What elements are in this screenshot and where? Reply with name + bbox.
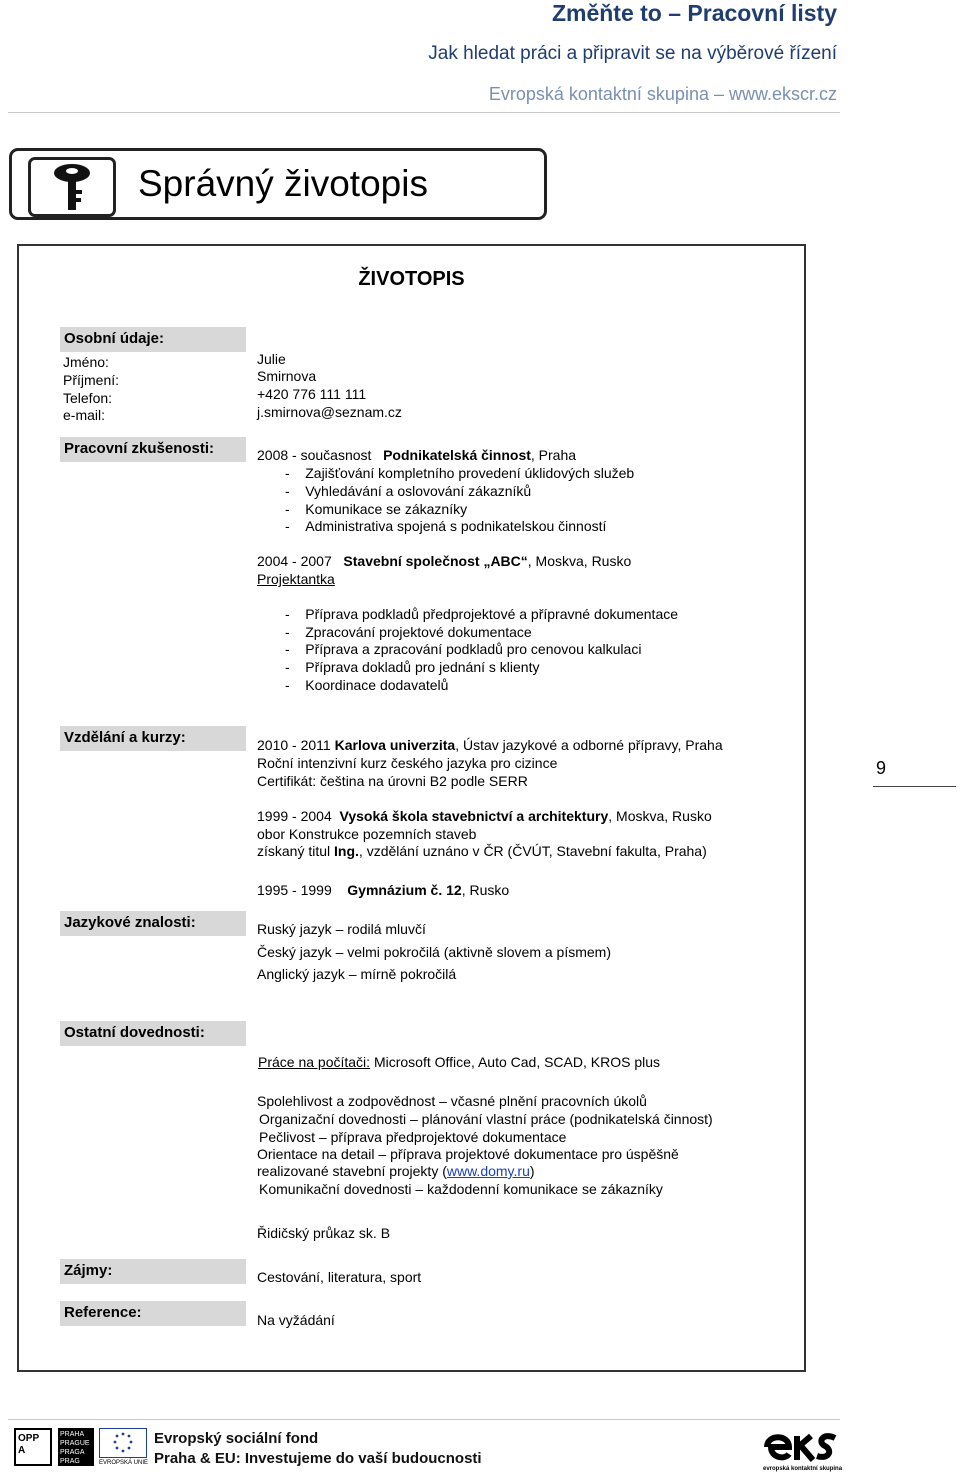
edu1-line3: Certifikát: čeština na úrovni B2 podle SERR	[257, 773, 528, 789]
job1-item: - Administrativa spojená s podnikatelskou činností	[285, 518, 607, 534]
edu2-line3: získaný titul Ing., vzdělání uznáno v ČR (ČVÚT, Stavební fakulta, Praha)	[257, 843, 707, 859]
interests-value: Cestování, literatura, sport	[257, 1269, 422, 1285]
label-languages: Jazykové znalosti:	[60, 911, 246, 936]
field-value-phone: +420 776 111 111	[257, 386, 367, 402]
footer-line1: Evropský sociální fond	[154, 1430, 319, 1447]
cv-title: ŽIVOTOPIS	[358, 268, 465, 290]
job1-years: 2008 - současnost	[257, 447, 372, 463]
skill-license: Řidičský průkaz sk. B	[257, 1225, 391, 1241]
skill-line: Pečlivost – příprava předprojektové dokumentace	[259, 1129, 567, 1145]
field-value-email: j.smirnova@seznam.cz	[257, 404, 402, 420]
job1-item: - Komunikace se zákazníky	[285, 501, 468, 517]
reference-value: Na vyžádání	[257, 1312, 335, 1328]
job2-item: - Příprava dokladů pro jednání s klienty	[285, 659, 540, 675]
skill-line: Orientace na detail – příprava projektové dokumentace pro úspěšně	[257, 1146, 679, 1162]
skill-line: realizované stavební projekty (www.domy.ru)	[257, 1163, 535, 1179]
language-item: Český jazyk – velmi pokročilá (aktivně slovem a písmem)	[257, 944, 611, 960]
field-value-name: Julie	[257, 351, 286, 367]
edu1-line2: Roční intenzivní kurz českého jazyka pro cizince	[257, 755, 558, 771]
field-key-name: Jméno:	[63, 354, 109, 370]
edu1-header: 2010 - 2011 Karlova univerzita, Ústav jazykové a odborné přípravy, Praha	[257, 737, 723, 753]
label-skills: Ostatní dovednosti:	[60, 1021, 246, 1046]
logo-eu-text: EVROPSKÁ UNIE	[99, 1460, 149, 1466]
skill-line: Organizační dovednosti – plánování vlastní práce (podnikatelská činnost)	[259, 1111, 713, 1127]
job2-item: - Příprava a zpracování podkladů pro cenovou kalkulaci	[285, 641, 642, 657]
logo-praha: PRAHA PRAGUE PRAGA PRAG	[58, 1428, 94, 1466]
skill-line: Spolehlivost a zodpovědnost – včasné plnění pracovních úkolů	[257, 1093, 647, 1109]
header-org: Evropská kontaktní skupina – www.ekscr.cz	[488, 84, 837, 104]
logo-eks-text: evropská kontaktní skupina	[763, 1466, 843, 1472]
field-key-email: e-mail:	[63, 407, 106, 423]
header-rule	[8, 112, 840, 113]
job1-item: - Zajišťování kompletního provedení úklidových služeb	[285, 465, 635, 481]
job2-item: - Koordinace dodavatelů	[285, 677, 449, 693]
job2-header	[257, 553, 631, 569]
label-reference: Reference:	[60, 1301, 246, 1326]
logo-opp: OPP A	[14, 1428, 52, 1466]
footer-rule	[8, 1419, 840, 1420]
edu2-line2: obor Konstrukce pozemních staveb	[257, 826, 477, 842]
section-title: Správný životopis	[138, 163, 428, 204]
eks-logo	[763, 1430, 839, 1469]
edu2-header: 1999 - 2004 Vysoká škola stavebnictví a architektury, Moskva, Rusko	[257, 808, 712, 824]
eks-logo-icon	[763, 1430, 839, 1464]
header-subtitle: Jak hledat práci a připravit se na výběrové řízení	[428, 43, 837, 64]
field-key-phone: Telefon:	[63, 390, 113, 406]
job1-item: - Vyhledávání a oslovování zákazníků	[285, 483, 532, 499]
header-title: Změňte to – Pracovní listy	[551, 0, 837, 26]
key-icon	[31, 160, 113, 214]
section-banner	[9, 148, 547, 220]
footer-line2: Praha & EU: Investujeme do vaší budoucnosti	[154, 1450, 482, 1467]
language-item: Anglický jazyk – mírně pokročilá	[257, 966, 457, 982]
skills-link[interactable]: www.domy.ru	[446, 1163, 530, 1179]
job2-position: Projektantka	[257, 571, 335, 587]
key-icon-box	[28, 157, 116, 217]
eu-flag-logo	[99, 1428, 147, 1458]
job2-place: , Moskva, Rusko	[527, 553, 632, 569]
job1-employer: Podnikatelská činnost	[383, 447, 531, 463]
cv-document	[17, 244, 806, 1372]
job2-item: - Zpracování projektové dokumentace	[285, 624, 532, 640]
page-number: 9	[876, 758, 887, 778]
label-personal: Osobní údaje:	[60, 327, 246, 352]
label-education: Vzdělání a kurzy:	[60, 726, 246, 751]
job1-place: , Praha	[530, 447, 577, 463]
edu3-header: 1995 - 1999 Gymnázium č. 12, Rusko	[257, 882, 510, 898]
language-item: Ruský jazyk – rodilá mluvčí	[257, 921, 426, 937]
eu-stars-icon	[100, 1429, 146, 1457]
job2-years: 2004 - 2007	[257, 553, 332, 569]
job1-header	[257, 447, 576, 463]
page-number-rule	[873, 786, 956, 787]
job2-employer: Stavební společnost „ABC“	[343, 553, 528, 569]
field-key-surname: Příjmení:	[63, 372, 120, 388]
label-work: Pracovní zkušenosti:	[60, 437, 246, 462]
skills-pc: Práce na počítači: Microsoft Office, Auto Cad, SCAD, KROS plus	[258, 1054, 661, 1070]
label-interests: Zájmy:	[60, 1259, 246, 1284]
field-value-surname: Smirnova	[257, 368, 317, 384]
skill-line: Komunikační dovednosti – každodenní komunikace se zákazníky	[259, 1181, 663, 1197]
job2-item: - Příprava podkladů předprojektové a přípravné dokumentace	[285, 606, 679, 622]
